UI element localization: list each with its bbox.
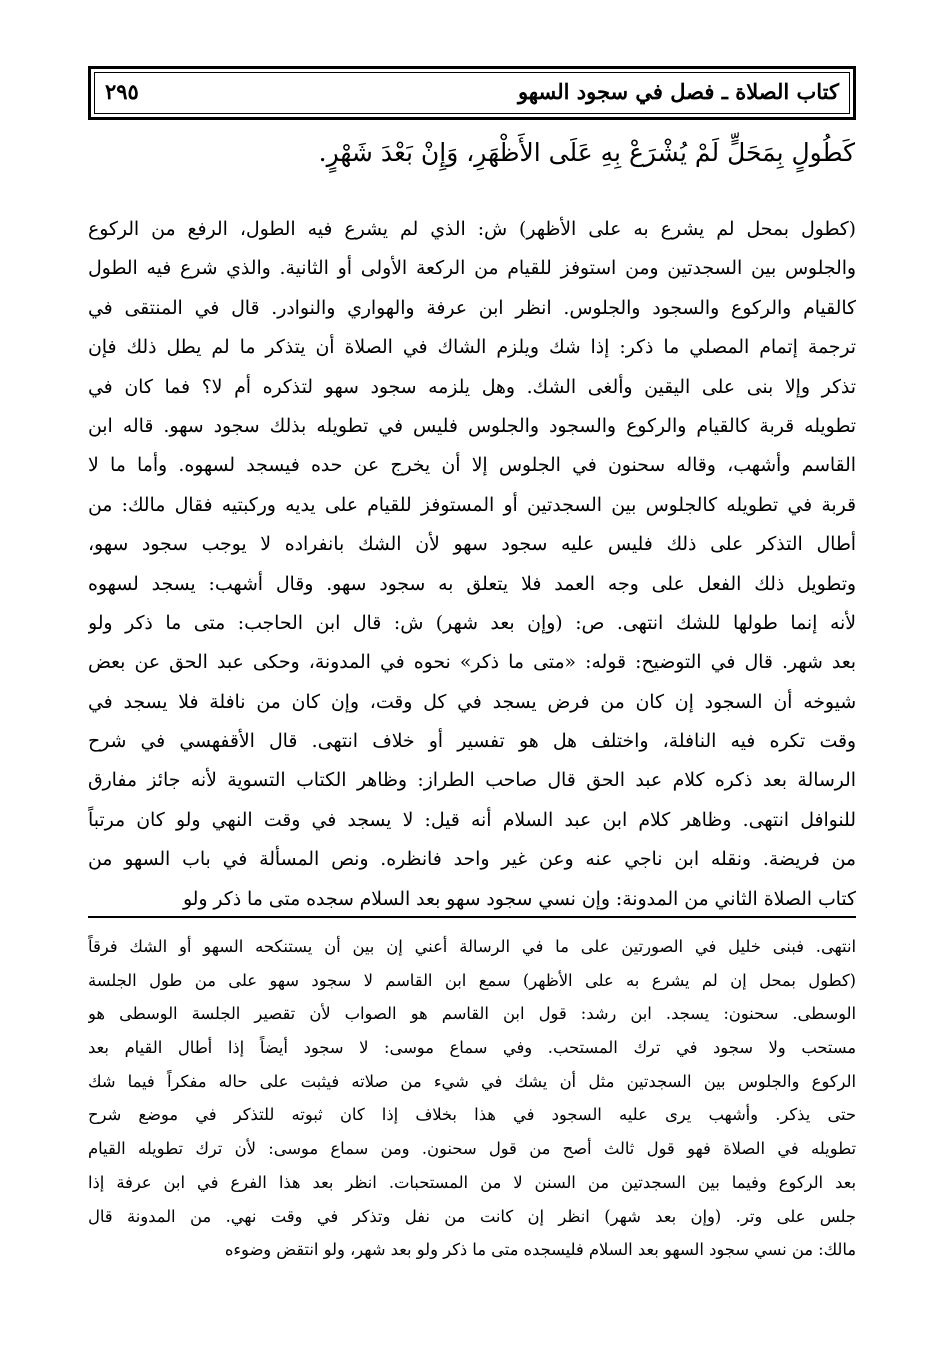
footnote-line: حتى يذكر. وأشهب يرى عليه السجود في هذا بخلاف إذا كان ثبوته للتذكر في موضع شرح xyxy=(88,1105,856,1125)
footnote-line: (كطول بمحل إن لم يشرع به على الأظهر) سمع ابن القاسم لا سجود سهو على من طول الجلسة xyxy=(88,970,856,990)
commentary-line: كتاب الصلاة الثاني من المدونة: وإن نسي سجود سهو بعد السلام سجده متى ما ذكر ولو xyxy=(182,888,856,910)
commentary-line: والجلوس بين السجدتين ومن استوفز للقيام من الركعة الأولى أو الثانية. والذي شرع فيه الطول xyxy=(88,258,856,280)
footnote-line: جلس على وتر. (وإن بعد شهر) انظر إن كانت من نفل وتذكر في وقت نهي. من المدونة قال xyxy=(88,1206,856,1226)
commentary-line: وتطويل ذلك الفعل على وجه العمد فلا يتعلق به سجود سهو. وقال أشهب: يسجد لسهوه xyxy=(88,573,856,595)
commentary-line: القاسم وأشهب، وقاله سحنون في الجلوس إلا أن يخرج عن حده فيسجد لسهوه. وأما ما لا xyxy=(88,455,856,477)
footnote-line: مستحب ولا سجود في ترك المستحب. وفي سماع موسى: لا سجود أيضاً إذا أطال القيام بعد xyxy=(88,1038,856,1058)
commentary-line: وقت تكره فيه النافلة، واختلف هل هو تفسير أو خلاف انتهى. قال الأقفهسي في شرح xyxy=(88,731,856,753)
commentary-block xyxy=(88,210,856,919)
commentary-line: من فريضة. ونقله ابن ناجي عنه وعن غير واحد فانظره. ونص المسألة في باب السهو من xyxy=(88,849,856,871)
chapter-title: كتاب الصلاة ـ فصل في سجود السهو xyxy=(517,79,839,104)
commentary-line: شيوخه أن السجود إن كان من فرض يسجد في كل وقت، وإن كان من نافلة فلا يسجد في xyxy=(88,691,856,713)
commentary-line: تطويله قربة كالقيام والركوع والسجود والجلوس فليس في تطويله بذلك سجود سهو. قاله ابن xyxy=(88,415,856,437)
commentary-line: (كطول بمحل لم يشرع به على الأظهر) ش: الذي لم يشرع فيه الطول، الرفع من الركوع xyxy=(88,219,856,240)
footnote-line: الركوع والجلوس بين السجدتين مثل أن يشك في شيء من صلاته فيثبت على حاله مفكراً فيما شك xyxy=(88,1071,856,1091)
running-header xyxy=(88,66,856,120)
commentary-line: ترجمة إتمام المصلي ما ذكر: إذا شك ويلزم الشاك في الصلاة أن يتذكر ما لم يطل ذلك فإن xyxy=(88,337,856,359)
commentary-line: للنوافل انتهى. وظاهر كلام ابن عبد السلام أنه قيل: لا يسجد في وقت النهي ولو كان مرتباً xyxy=(88,809,856,831)
footnote-line: مالك: من نسي سجود السهو بعد السلام فليسجده متى ما ذكر ولو بعد شهر، ولو انتقض وضوءه xyxy=(224,1240,856,1260)
footnote-line: الوسطى. سحنون: يسجد. ابن رشد: قول ابن القاسم هو الصواب لأن تقصير الجلسة الوسطى هو xyxy=(88,1004,856,1024)
matn-text: كَطُولٍ بِمَحَلٍّ لَمْ يُشْرَعْ بِهِ عَلَى الأَظْهَرِ، وَإِنْ بَعْدَ شَهْرٍ. xyxy=(318,138,855,167)
commentary-line: قربة في تطويله كالجلوس بين السجدتين أو المستوفز للقيام على يديه وركبتيه فقال مالك: من xyxy=(88,494,856,516)
commentary-line: أطال التذكر على ذلك فليس عليه سجود سهو لأن الشك بانفراده لا يوجب سجود سهو، xyxy=(88,534,856,556)
footnote-line: انتهى. فبنى خليل في الصورتين على ما في الرسالة أعني إن بين أن يستنكحه السهو أو الشك فرقاً xyxy=(88,937,856,956)
commentary-line: تذكر وإلا بنى على اليقين وألغى الشك. وهل يلزمه سجود سهو لتذكره أم لا؟ فما كان في xyxy=(88,376,856,398)
footnote-separator xyxy=(88,916,856,918)
commentary-line: لأنه إنما طولها للشك انتهى. ص: (وإن بعد شهر) ش: قال ابن الحاجب: متى ما ذكر ولو xyxy=(88,612,856,634)
commentary-line: كالقيام والركوع والسجود والجلوس. انظر ابن عرفة والهواري والنوادر. قال في المنتقى في xyxy=(88,297,856,319)
page-number: ٢٩٥ xyxy=(105,79,139,104)
footnote-line: بعد الركوع وفيما بين السجدتين من السنن لا من المستحبات. انظر بعد هذا الفرع في ابن عرفة إذا xyxy=(88,1172,856,1192)
commentary-line: بعد شهر. قال في التوضيح: قوله: «متى ما ذكر» نحوه في المدونة، وحكى عبد الحق عن بعض xyxy=(88,652,856,674)
footnote-block xyxy=(88,930,856,1267)
commentary-line: الرسالة بعد ذكره كلام عبد الحق قال صاحب الطراز: وظاهر الكتاب التسوية لأنه جائز مفارق xyxy=(88,770,856,792)
footnote-line: تطويله في الصلاة فهو قول ثالث أصح من قول سحنون. ومن سماع موسى: لأن ترك تطويله القيام xyxy=(88,1139,856,1159)
